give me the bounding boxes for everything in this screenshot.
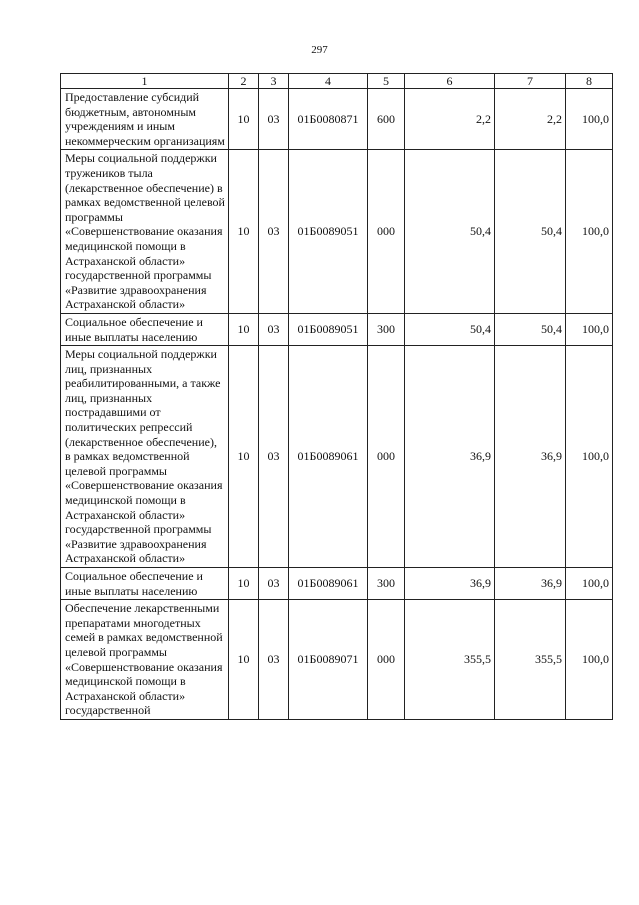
row-target-code: 01Б0089061 [289,346,368,568]
table-header-row [61,74,613,89]
row-plan: 36,9 [405,346,495,568]
row-fact: 50,4 [495,150,566,314]
column-header: 5 [368,74,405,89]
row-plan: 36,9 [405,568,495,600]
table-row [61,150,613,314]
row-percent: 100,0 [566,89,613,150]
row-name: Социальное обеспечение и иные выплаты населению [61,313,229,345]
table-row [61,346,613,568]
table-row [61,89,613,150]
row-name: Предоставление субсидий бюджетным, автономным учреждениям и иным некоммерческим организациям [61,89,229,150]
row-section: 10 [229,568,259,600]
row-target-code: 01Б0080871 [289,89,368,150]
row-percent: 100,0 [566,600,613,720]
row-subsection: 03 [259,346,289,568]
row-plan: 50,4 [405,150,495,314]
row-section: 10 [229,600,259,720]
row-fact: 2,2 [495,89,566,150]
row-name: Меры социальной поддержки лиц, признанных реабилитированными, а также лиц, признанных пострадавшими от политических репрессий (лекарственное обеспечение), в рамках ведомственной целевой программы «Совершенствование оказания медицинской помощи в Астраханской области» государственной программы «Развитие здравоохранения Астраханской области» [61,346,229,568]
row-expense-type: 000 [368,150,405,314]
table-row [61,600,613,720]
row-percent: 100,0 [566,150,613,314]
row-section: 10 [229,313,259,345]
row-plan: 355,5 [405,600,495,720]
column-header: 6 [405,74,495,89]
row-expense-type: 300 [368,313,405,345]
row-target-code: 01Б0089051 [289,150,368,314]
row-expense-type: 300 [368,568,405,600]
row-name: Меры социальной поддержки тружеников тыла (лекарственное обеспечение) в рамках ведомственной целевой программы «Совершенствование оказания медицинской помощи в Астраханской области» государственной программы «Развитие здравоохранения Астраханской области» [61,150,229,314]
row-name: Обеспечение лекарственными препаратами многодетных семей в рамках ведомственной целевой программы «Совершенствование оказания медицинской помощи в Астраханской области» государственной [61,600,229,720]
column-header: 1 [61,74,229,89]
row-fact: 355,5 [495,600,566,720]
row-target-code: 01Б0089051 [289,313,368,345]
row-percent: 100,0 [566,346,613,568]
row-section: 10 [229,89,259,150]
row-expense-type: 000 [368,600,405,720]
row-subsection: 03 [259,568,289,600]
row-target-code: 01Б0089061 [289,568,368,600]
row-subsection: 03 [259,150,289,314]
budget-table [60,73,613,720]
row-plan: 2,2 [405,89,495,150]
row-subsection: 03 [259,89,289,150]
page-number: 297 [311,44,328,56]
column-header: 3 [259,74,289,89]
row-percent: 100,0 [566,313,613,345]
row-fact: 50,4 [495,313,566,345]
column-header: 7 [495,74,566,89]
row-expense-type: 600 [368,89,405,150]
column-header: 8 [566,74,613,89]
row-subsection: 03 [259,600,289,720]
row-section: 10 [229,346,259,568]
column-header: 4 [289,74,368,89]
row-fact: 36,9 [495,346,566,568]
row-fact: 36,9 [495,568,566,600]
row-expense-type: 000 [368,346,405,568]
row-target-code: 01Б0089071 [289,600,368,720]
row-subsection: 03 [259,313,289,345]
row-plan: 50,4 [405,313,495,345]
table-row [61,568,613,600]
row-section: 10 [229,150,259,314]
row-name: Социальное обеспечение и иные выплаты населению [61,568,229,600]
column-header: 2 [229,74,259,89]
row-percent: 100,0 [566,568,613,600]
table-row [61,313,613,345]
